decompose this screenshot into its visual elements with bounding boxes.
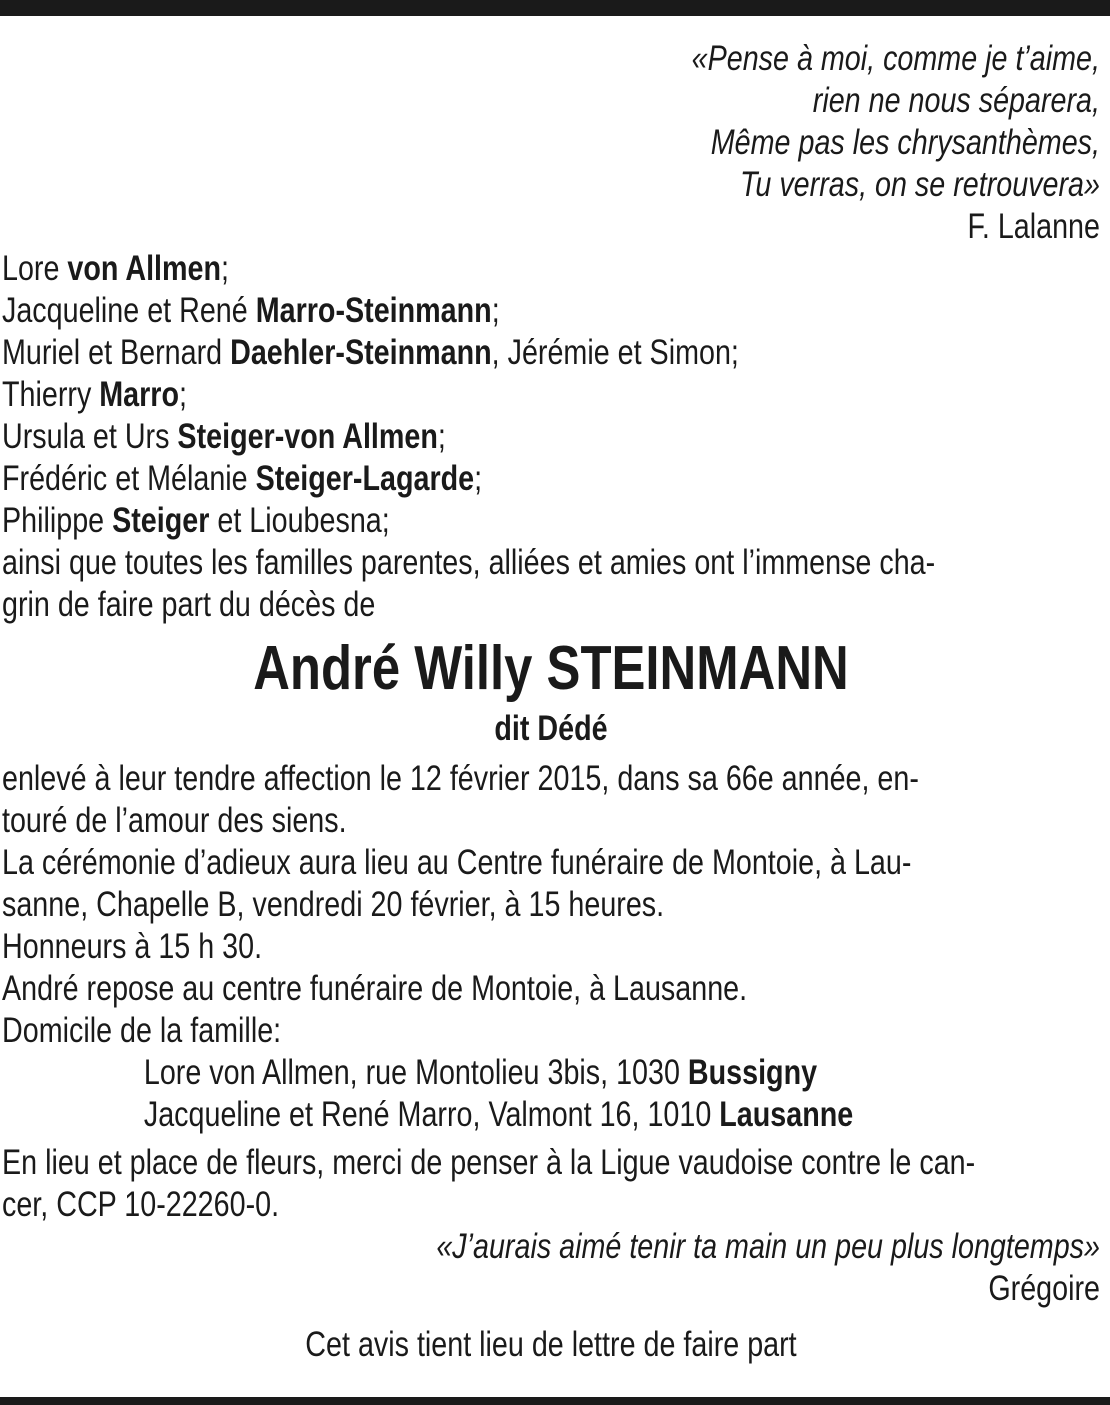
epigraph-line: «Pense à moi, comme je t’aime,	[691, 39, 1100, 78]
mourner-surname: Steiger-Lagarde	[255, 459, 475, 498]
bottom-rule	[0, 1397, 1110, 1405]
donation-line: cer, CCP 10-22260-0.	[2, 1185, 280, 1224]
mourner-given: Ursula et Urs	[2, 417, 178, 456]
mourner-surname: Steiger	[112, 501, 210, 540]
mourner-line	[2, 290, 1100, 332]
address-city: Lausanne	[719, 1095, 854, 1134]
repose-line: André repose au centre funéraire de Montoie, à Lausanne.	[2, 969, 748, 1008]
mourner-line	[2, 332, 1100, 374]
mourners-list	[2, 248, 1100, 542]
mourner-line	[2, 374, 1100, 416]
address-line	[144, 1052, 1100, 1094]
mourner-surname: Marro	[99, 375, 180, 414]
mourner-surname: von Allmen	[67, 249, 222, 288]
closing-quote-author: Grégoire	[988, 1269, 1100, 1308]
mourner-given: Muriel et Bernard	[2, 333, 231, 372]
announcement-line: ainsi que toutes les familles parentes, alliées et amies ont l’immense cha-	[2, 543, 936, 582]
domicile-label: Domicile de la famille:	[2, 1011, 282, 1050]
address-city: Bussigny	[687, 1053, 818, 1092]
passing-line: touré de l’amour des siens.	[2, 801, 347, 840]
top-rule	[0, 0, 1110, 16]
epigraph	[2, 38, 1100, 206]
obituary-notice	[2, 38, 1100, 1366]
mourner-suffix: ;	[179, 375, 187, 414]
epigraph-line: Tu verras, on se retrouvera»	[740, 165, 1100, 204]
mourner-surname: Daehler-Steinmann	[230, 333, 492, 372]
mourner-given: Lore	[2, 249, 68, 288]
epigraph-author: F. Lalanne	[967, 207, 1100, 246]
address-line	[144, 1094, 1100, 1136]
address-block	[2, 1052, 1100, 1136]
mourner-suffix: ;	[491, 291, 500, 330]
announcement-line: grin de faire part du décès de	[2, 585, 376, 624]
honours-line: Honneurs à 15 h 30.	[2, 927, 263, 966]
passing-line: enlevé à leur tendre affection le 12 février 2015, dans sa 66e année, en-	[2, 759, 919, 798]
mourner-suffix: , Jérémie et Simon;	[491, 333, 739, 372]
mourner-line	[2, 500, 1100, 542]
mourner-given: Thierry	[2, 375, 100, 414]
donation-line: En lieu et place de fleurs, merci de penser à la Ligue vaudoise contre le can-	[2, 1143, 976, 1182]
mourner-line	[2, 416, 1100, 458]
mourner-suffix: ;	[474, 459, 483, 498]
epigraph-line: rien ne nous séparera,	[812, 81, 1100, 120]
mourner-surname: Steiger-von Allmen	[177, 417, 438, 456]
mourner-line	[2, 248, 1100, 290]
ceremony-line: La cérémonie d’adieux aura lieu au Centre funéraire de Montoie, à Lau-	[2, 843, 912, 882]
mourner-suffix: ;	[221, 249, 230, 288]
closing-quote: «J’aurais aimé tenir ta main un peu plus longtemps»	[436, 1227, 1100, 1266]
mourner-surname: Marro-Steinmann	[255, 291, 492, 330]
address-text: Jacqueline et René Marro, Valmont 16, 1010	[143, 1095, 720, 1134]
mourner-line	[2, 458, 1100, 500]
epigraph-line: Même pas les chrysanthèmes,	[710, 123, 1100, 162]
deceased-name: André Willy STEINMANN	[253, 634, 849, 703]
ceremony-line: sanne, Chapelle B, vendredi 20 février, à 15 heures.	[2, 885, 665, 924]
mourner-suffix: et Lioubesna;	[209, 501, 390, 540]
mourner-given: Philippe	[2, 501, 113, 540]
mourner-suffix: ;	[437, 417, 446, 456]
footer-note: Cet avis tient lieu de lettre de faire part	[305, 1325, 797, 1364]
address-text: Lore von Allmen, rue Montolieu 3bis, 1030	[143, 1053, 688, 1092]
mourner-given: Frédéric et Mélanie	[2, 459, 256, 498]
deceased-nickname: dit Dédé	[494, 709, 608, 748]
mourner-given: Jacqueline et René	[2, 291, 256, 330]
